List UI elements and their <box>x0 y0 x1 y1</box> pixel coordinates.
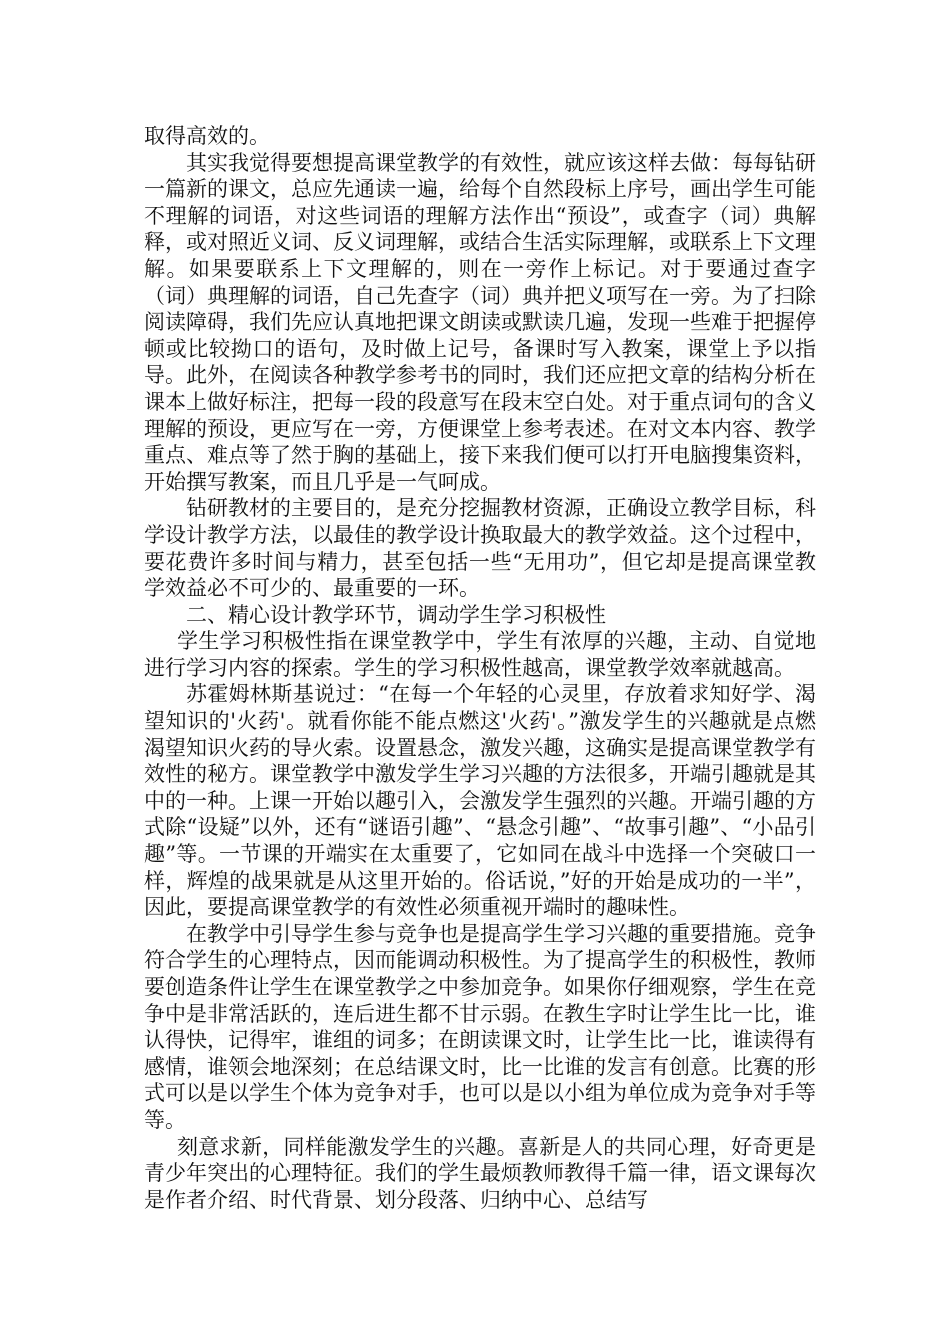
section-heading: 二、精心设计教学环节，调动学生学习积极性 <box>186 602 606 627</box>
document-body <box>144 123 816 1213</box>
paragraph-learning-enthusiasm: 学生学习积极性指在课堂教学中，学生有浓厚的兴趣，主动、自觉地进行学习内容的探索。学生的学习积极性越高，课堂教学效率就越高。 <box>144 629 816 680</box>
paragraph-sukhomlinsky-quote: 苏霍姆林斯基说过：“在每一个年轻的心灵里，存放着求知好学、渴望知识的'火药'。就看你能不能点燃这'火药'。”激发学生的兴趣就是点燃渴望知识火药的导火索。设置悬念，激发兴趣，这确实是提高课堂教学有效性的秘方。课堂教学中激发学生学习兴趣的方法很多，开端引趣就是其中的一种。上课一开始以趣引入，会激发学生强烈的兴趣。开端引趣的方式除“设疑”以外，还有“谜语引趣”、“悬念引趣”、“故事引趣”、“小品引趣”等。一节课的开端实在太重要了，它如同在战斗中选择一个突破口一样，辉煌的战果就是从这里开始的。俗话说，”好的开始是成功的一半”，因此，要提高课堂教学的有效性必须重视开端时的趣味性。 <box>144 682 816 920</box>
paragraph-textbook-purpose: 钻研教材的主要目的，是充分挖掘教材资源，正确设立教学目标，科学设计教学方法，以最佳的教学设计换取最大的教学效益。这个过程中，要花费许多时间与精力，甚至包括一些“无用功”，但它却是提高课堂教学效益必不可少的、最重要的一环。 <box>144 496 816 601</box>
paragraph-preparation-method: 其实我觉得要想提高课堂教学的有效性，就应该这样去做：每每钻研一篇新的课文，总应先通读一遍，给每个自然段标上序号，画出学生可能不理解的词语，对这些词语的理解方法作出“预设”，或查字（词）典解释，或对照近义词、反义词理解，或结合生活实际理解，或联系上下文理解。如果要联系上下文理解的，则在一旁作上标记。对于要通过查字（词）典理解的词语，自己先查字（词）典并把义项写在一旁。为了扫除阅读障碍，我们先应认真地把课文朗读或默读几遍，发现一些难于把握停顿或比较拗口的语句，及时做上记号，备课时写入教案，课堂上予以指导。此外，在阅读各种教学参考书的同时，我们还应把文章的结构分析在课本上做好标注，把每一段的段意写在段末空白处。对于重点词句的含义理解的预设，更应写在一旁，方便课堂上参考表述。在对文本内容、教学重点、难点等了然于胸的基础上，接下来我们便可以打开电脑搜集资料，开始撰写教案，而且几乎是一气呵成。 <box>144 150 816 494</box>
paragraph-continuation: 取得高效的。 <box>144 124 270 148</box>
paragraph-competition: 在教学中引导学生参与竞争也是提高学生学习兴趣的重要措施。竞争符合学生的心理特点，因而能调动积极性。为了提高学生的积极性，教师要创造条件让学生在课堂教学之中参加竞争。如果你仔细观察，学生在竞争中是非常活跃的，连后进生都不甘示弱。在教生字时让学生比一比，谁认得快，记得牢，谁组的词多；在朗读课文时，让学生比一比，谁读得有感情，谁领会地深刻；在总结课文时，比一比谁的发言有创意。比赛的形式可以是以学生个体为竞争对手，也可以是以小组为单位成为竞争对手等等。 <box>144 921 816 1132</box>
paragraph-novelty: 刻意求新，同样能激发学生的兴趣。喜新是人的共同心理，好奇更是青少年突出的心理特征。我们的学生最烦教师教得千篇一律，语文课每次是作者介绍、时代背景、划分段落、归纳中心、总结写 <box>144 1134 816 1212</box>
